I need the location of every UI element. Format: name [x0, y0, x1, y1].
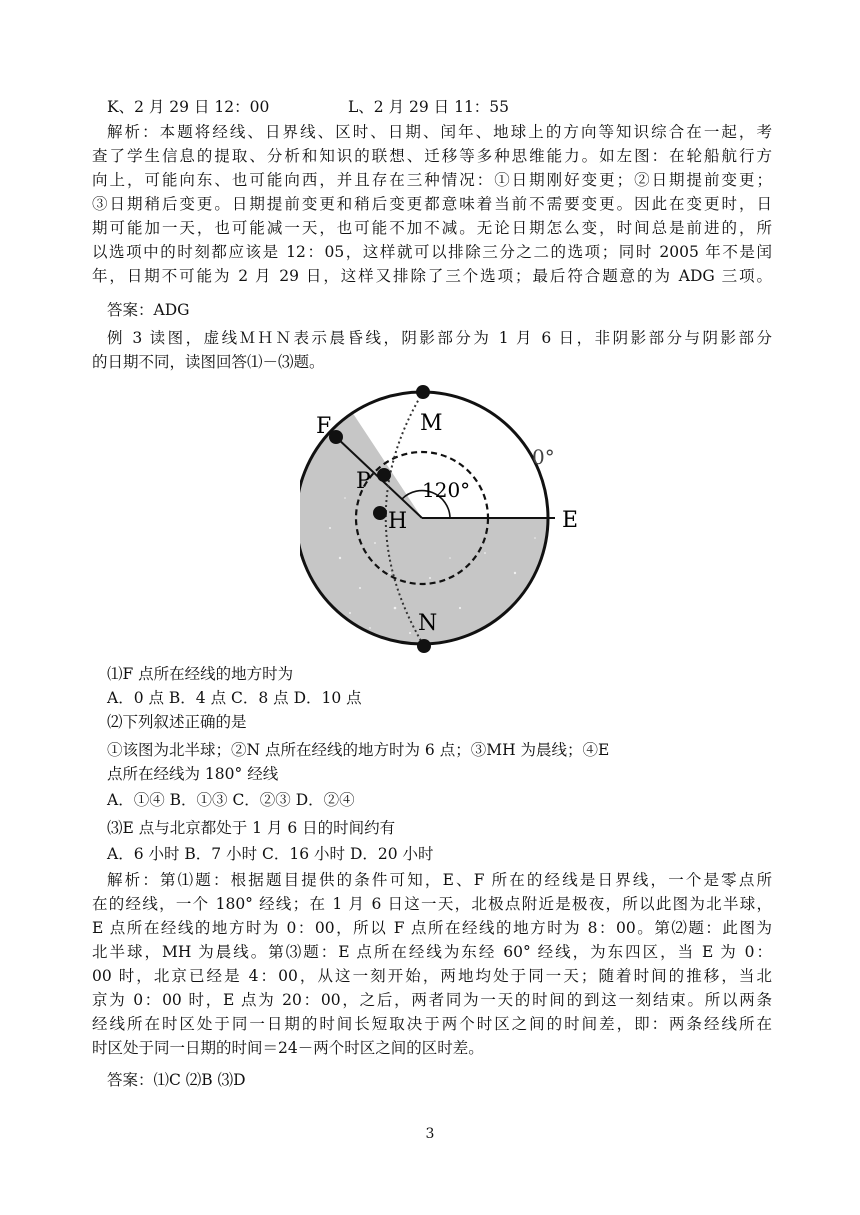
- analysis1-line-4: ③日期稍后变更。日期提前变更和稍后变更都意味着当前不需要变更。因此在变更时，日: [92, 195, 772, 213]
- point-h: [373, 506, 387, 520]
- label-h: H: [388, 509, 408, 534]
- analysis1-line-5: 期可能加一天，也可能减一天，也可能不加不减。无论日期怎么变，时间总是前进的，所: [92, 219, 772, 237]
- label-p: P: [356, 469, 371, 494]
- analysis2-line-7: 经线所在时区处于同一日期的时间长短取决于两个时区之间的时间差，即：两条经线所在: [92, 1015, 772, 1033]
- label-m: M: [420, 411, 443, 436]
- label-n: N: [418, 611, 438, 636]
- analysis2-line-2: 在的经线，一个 180° 经线；在 1 月 6 日这一天，北极点附近是极夜，所以此图为北半球，: [92, 895, 772, 913]
- analysis2-line-5: 00 时，北京已经是 4：00，从这一刻开始，两地均处于同一天；随着时间的推移，当北: [92, 967, 772, 985]
- zero-degree-label: 0°: [532, 445, 555, 469]
- q1-stem: ⑴F 点所在经线的地方时为: [107, 665, 294, 683]
- point-p: [377, 468, 391, 482]
- example3-line-2: 的日期不同，读图回答⑴－⑶题。: [92, 353, 325, 371]
- point-m: [416, 385, 430, 399]
- point-n: [417, 639, 431, 653]
- q3-stem: ⑶E 点与北京都处于 1 月 6 日的时间约有: [107, 819, 396, 837]
- option-l: L、2 月 29 日 11：55: [348, 98, 510, 116]
- example3-line-1: 例 3 读图，虚线ＭＨＮ表示晨昏线，阴影部分为 1 月 6 日，非阴影部分与阴影部分: [107, 329, 772, 347]
- answer-1: 答案：ADG: [107, 301, 190, 319]
- q2-stem: ⑵下列叙述正确的是: [107, 713, 247, 731]
- analysis2-line-4: 北半球，MH 为晨线。第⑶题：E 点所在经线为东经 60° 经线，为东四区，当 E 为 0：: [92, 943, 772, 961]
- analysis2-line-3: E 点所在经线的地方时为 0：00，所以 F 点所在经线的地方时为 8：00。第⑵题：此图为: [92, 919, 772, 937]
- q2-line-2: 点所在经线为 180° 经线: [107, 765, 279, 783]
- q3-options: A．6 小时 B．7 小时 C．16 小时 D．20 小时: [107, 845, 434, 863]
- analysis1-line-6: 以选项中的时刻都应该是 12：05，这样就可以排除三分之二的选项；同时 2005 年不是闰: [92, 243, 772, 261]
- label-f: F: [316, 414, 332, 439]
- analysis1-line-7: 年，日期不可能为 2 月 29 日，这样又排除了三个选项；最后符合题意的为 ADG 三项。: [92, 267, 772, 285]
- analysis1-line-2: 查了学生信息的提取、分析和知识的联想、迁移等多种思维能力。如左图：在轮船航行方: [92, 147, 772, 165]
- analysis1-line-3: 向上，可能向东、也可能向西，并且存在三种情况：①日期刚好变更；②日期提前变更；: [92, 171, 772, 189]
- analysis2-line-8: 时区处于同一日期的时间＝24－两个时区之间的区时差。: [92, 1039, 484, 1057]
- q1-options: A．0 点 B．4 点 C．8 点 D．10 点: [107, 689, 362, 707]
- page-number: 3: [425, 1126, 435, 1142]
- analysis2-line-6: 京为 0：00 时，E 点为 20：00，之后，两者同为一天的时间的到这一刻结束。所以两条: [92, 991, 772, 1009]
- label-e: E: [562, 508, 579, 533]
- analysis2-line-1: 解析：第⑴题：根据题目提供的条件可知，E、F 所在的经线是日界线，一个是零点所: [107, 871, 772, 889]
- q2-line-1: ①该图为北半球；②N 点所在经线的地方时为 6 点；③MH 为晨线；④E: [107, 741, 610, 759]
- angle-label: 120°: [422, 478, 471, 502]
- polar-terminator-diagram: [300, 378, 590, 660]
- option-k: K、2 月 29 日 12：00: [107, 98, 270, 116]
- answer-2: 答案：⑴C ⑵B ⑶D: [107, 1071, 246, 1089]
- analysis1-line-1: 解析：本题将经线、日界线、区时、日期、闰年、地球上的方向等知识综合在一起，考: [107, 123, 772, 141]
- q2-options: A．①④ B．①③ C．②③ D．②④: [107, 791, 355, 809]
